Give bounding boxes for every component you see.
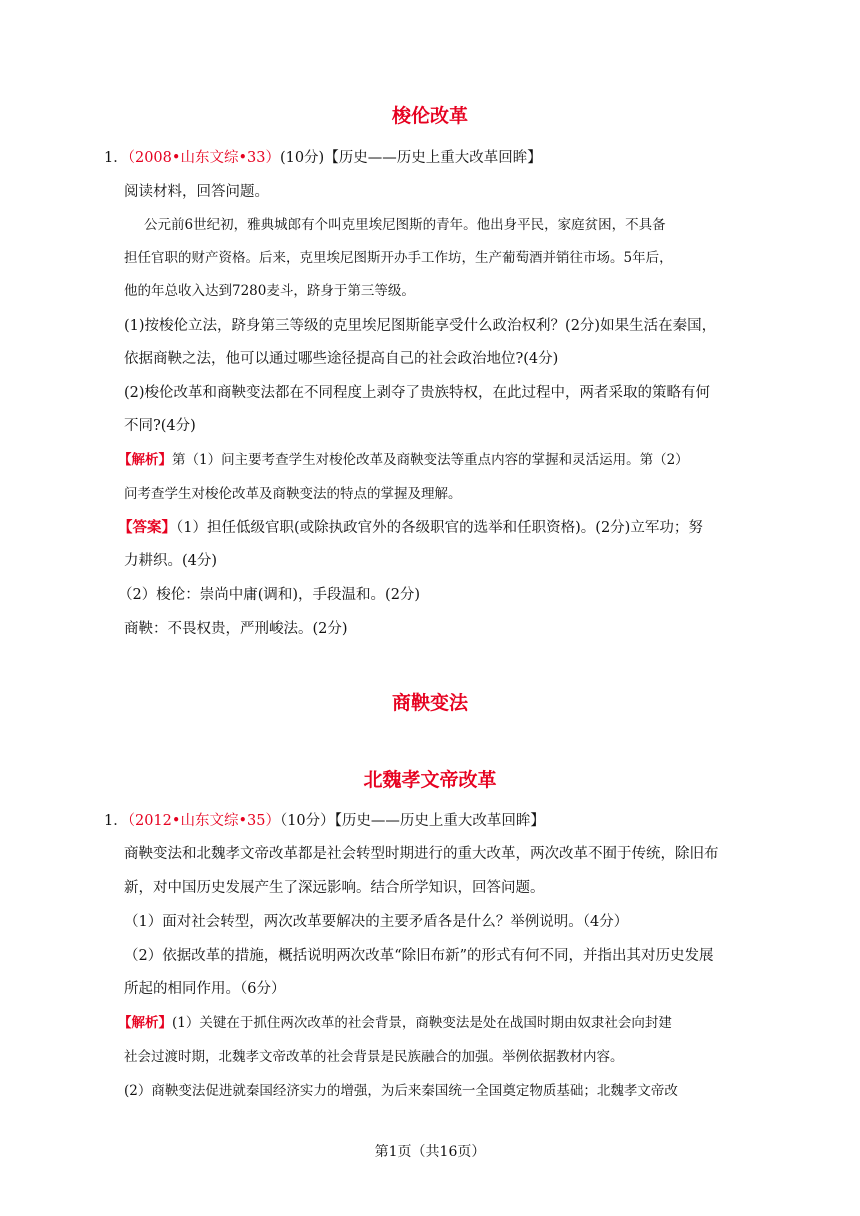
answer-line: 力耕织。(4分)	[124, 553, 218, 569]
analysis-line: (2）商鞅变法促进就秦国经济实力的增强，为后来秦国统一全国奠定物质基础；北魏孝文帝改	[124, 1083, 678, 1099]
intro-line: 商鞅变法和北魏孝文帝改革都是社会转型时期进行的重大改革，两次改革不囿于传统，除旧布	[124, 846, 719, 862]
sub-question-line: (1)按梭伦立法，跻身第三等级的克里埃尼图斯能享受什么政治权利？(2分)如果生活在秦国，	[124, 318, 717, 334]
section-title-solon: 梭伦改革	[391, 105, 468, 127]
answer-line: 【答案】（1）担任低级官职(或除执政官外的各级职官的选举和任职资格)。(2分)立军功；努	[118, 519, 703, 536]
answer-label: 【答案】	[118, 519, 176, 536]
sub-question-line: 依据商鞅之法，他可以通过哪些途径提高自己的社会政治地位?(4分)	[124, 351, 559, 367]
answer-line: （2）梭伦：崇尚中庸(调和)，手段温和。(2分)	[118, 587, 421, 603]
question-source: （2012•山东文综•35）	[127, 813, 280, 829]
question-source: （2008•山东文综•33）	[127, 150, 280, 166]
analysis-line: 社会过渡时期，北魏孝文帝改革的社会背景是民族融合的加强。举例依据教材内容。	[124, 1049, 624, 1065]
question-prompt: 阅读材料，回答问题。	[124, 184, 269, 200]
question-header	[104, 809, 545, 830]
analysis-line: 【解析】第（1）问主要考查学生对梭伦改革及商鞅变法等重点内容的掌握和灵活运用。第（2）	[118, 452, 689, 468]
analysis-line: 【解析】(1）关键在于抓住两次改革的社会背景，商鞅变法是处在战国时期由奴隶社会向封建	[118, 1015, 672, 1031]
intro-line: 新，对中国历史发展产生了深远影响。结合所学知识，回答问题。	[124, 880, 545, 896]
material-line: 担任官职的财产资格。后来，克里埃尼图斯开办手工作坊，生产葡萄酒并销往市场。5年后，	[124, 250, 673, 266]
analysis-line: 问考查学生对梭伦改革及商鞅变法的特点的掌握及理解。	[124, 486, 462, 502]
sub-question-line: （2）依据改革的措施，概括说明两次改革“除旧布新”的形式有何不同，并指出其对历史发展	[124, 948, 714, 964]
sub-question-line: （1）面对社会转型，两次改革要解决的主要矛盾各是什么？举例说明。（4分）	[124, 914, 629, 930]
analysis-label: 【解析】	[118, 1015, 172, 1031]
section-title-xiaowen: 北魏孝文帝改革	[363, 769, 497, 791]
section-title-shang-yang: 商鞅变法	[391, 692, 468, 714]
question-number: 1．	[104, 150, 128, 166]
sub-question-line: 所起的相同作用。（6分）	[124, 981, 286, 997]
question-meta: (10分)【历史——历史上重大改革回眸】	[279, 150, 542, 166]
question-meta: （10分）【历史——历史上重大改革回眸】	[279, 813, 545, 829]
sub-question-line: 不同?(4分)	[124, 418, 196, 434]
question-number: 1．	[104, 813, 128, 829]
material-line: 公元前6世纪初，雅典城郎有个叫克里埃尼图斯的青年。他出身平民，家庭贫困，不具备	[144, 217, 666, 233]
analysis-label: 【解析】	[118, 452, 172, 468]
page-footer: 第1页（共16页）	[374, 1144, 486, 1160]
question-header	[104, 146, 542, 167]
sub-question-line: (2)梭伦改革和商鞅变法都在不同程度上剥夺了贵族特权，在此过程中，两者采取的策略有何	[124, 385, 711, 401]
answer-line: 商鞅：不畏权贵，严刑峻法。(2分)	[124, 621, 348, 637]
material-line: 他的年总收入达到7280麦斗，跻身于第三等级。	[124, 283, 415, 299]
